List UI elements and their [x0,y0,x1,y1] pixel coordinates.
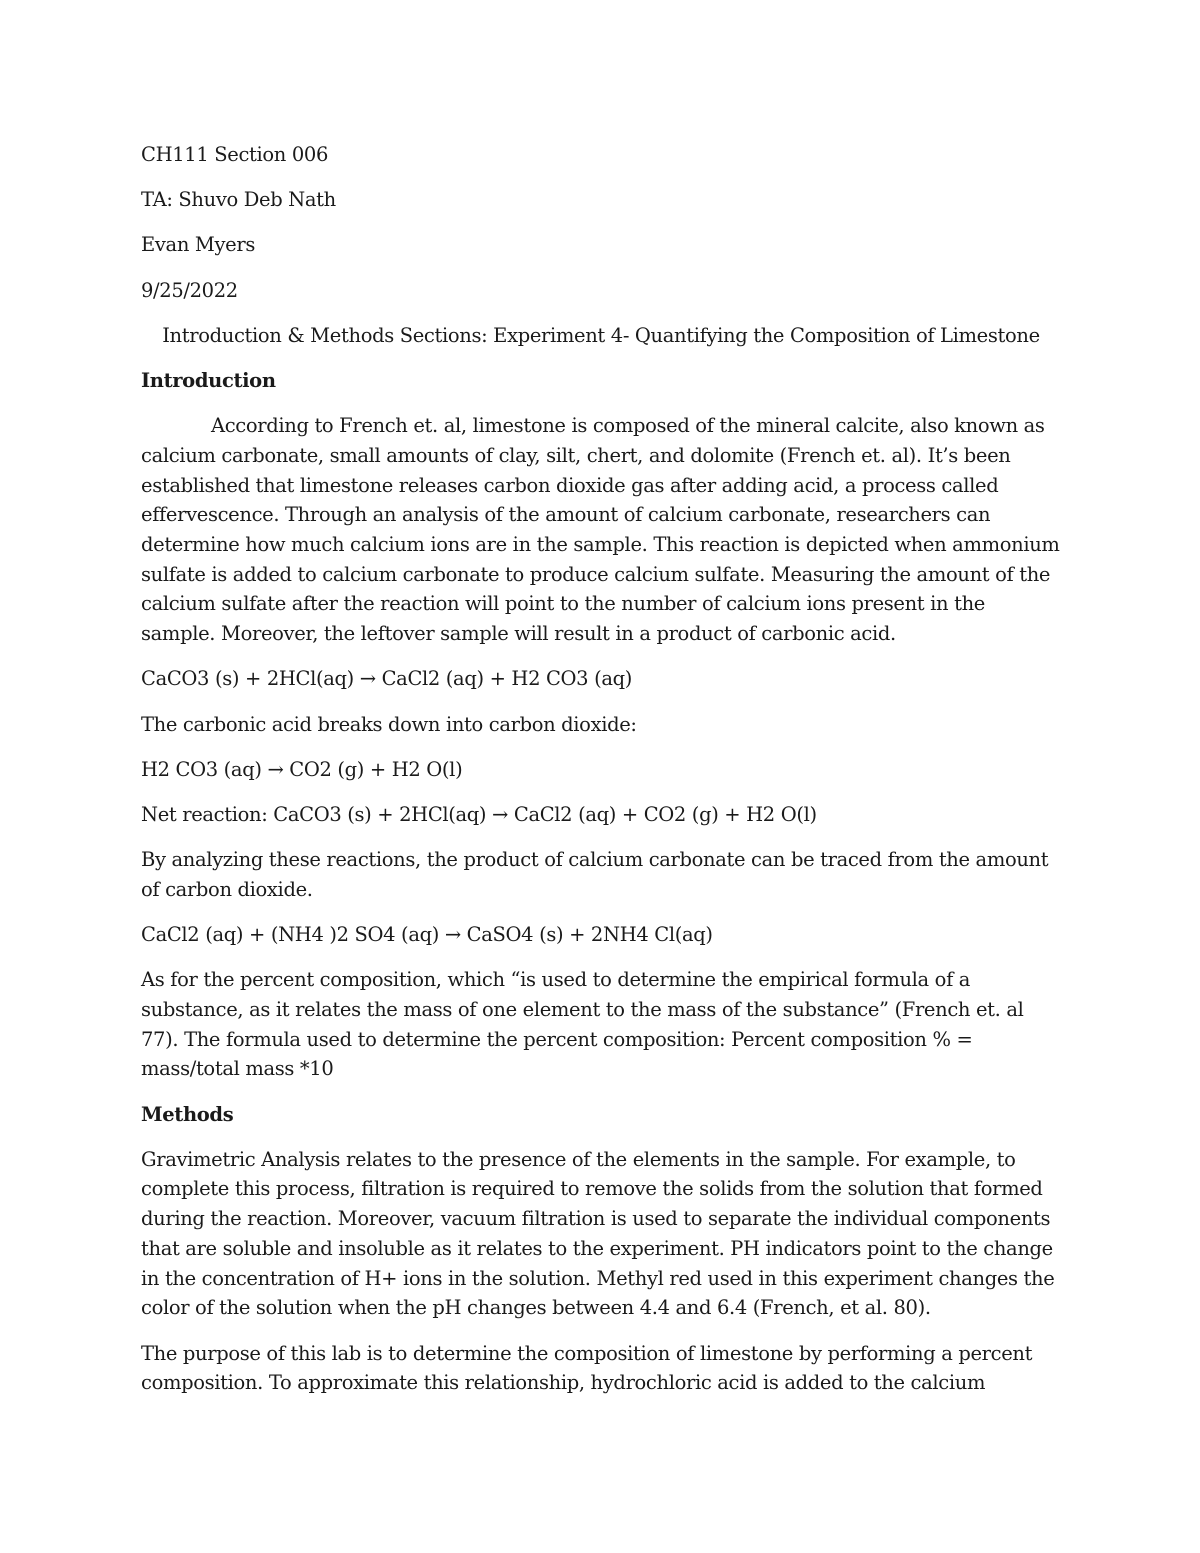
document-page [141,140,1061,1413]
methods-heading: Methods [141,1102,234,1126]
document-title: Introduction & Methods Sections: Experiment 4- Quantifying the Composition of Limestone [162,323,1040,347]
equation-2: H2 CO3 (aq) → CO2 (g) + H2 O(l) [141,757,463,781]
methods-paragraph-2: The purpose of this lab is to determine the composition of limestone by performing a percent composition. To approximate this relationship, hydrochloric acid is added to the calcium [141,1341,1033,1395]
student-name: Evan Myers [141,233,255,257]
introduction-heading: Introduction [141,369,276,393]
course-line: CH111 Section 006 [141,143,329,166]
equation-1: CaCO3 (s) + 2HCl(aq) → CaCl2 (aq) + H2 CO3 (aq) [141,667,633,691]
ta-line: TA: Shuvo Deb Nath [141,188,336,212]
carbonic-acid-line: The carbonic acid breaks down into carbon dioxide: [141,712,637,736]
net-reaction-equation: Net reaction: CaCO3 (s) + 2HCl(aq) → CaCl2 (aq) + CO2 (g) + H2 O(l) [141,802,817,826]
methods-paragraph-1: Gravimetric Analysis relates to the presence of the elements in the sample. For example, to complete this process, filtration is required to remove the solids from the solution that formed during the reaction. Moreover, vacuum filtration is used to separate the individual components that are soluble and insoluble as it relates to the experiment. PH indicators point to the change in the concentration of H+ ions in the solution. Methyl red used in this experiment changes the color of the solution when the pH changes between 4.4 and 6.4 (French, et al. 80). [141,1147,1055,1320]
introduction-paragraph-3: As for the percent composition, which “is used to determine the empirical formula of a substance, as it relates the mass of one element to the mass of the substance” (French et. al 77). The formula used to determine the percent composition: Percent composition % = mass/total mass *10 [141,968,1024,1081]
introduction-paragraph-1: According to French et. al, limestone is composed of the mineral calcite, also known as calcium carbonate, small amounts of clay, silt, chert, and dolomite (French et. al). It’s been established that limestone releases carbon dioxide gas after adding acid, a process called effervescence. Through an analysis of the amount of calcium carbonate, researchers can determine how much calcium ions are in the sample. This reaction is depicted when ammonium sulfate is added to calcium carbonate to produce calcium sulfate. Measuring the amount of the calcium sulfate after the reaction will point to the number of calcium ions present in the sample. Moreover, the leftover sample will result in a product of carbonic acid. [141,414,1060,646]
equation-4: CaCl2 (aq) + (NH4 )2 SO4 (aq) → CaSO4 (s) + 2NH4 Cl(aq) [141,923,713,947]
introduction-paragraph-2: By analyzing these reactions, the product of calcium carbonate can be traced from the amount of carbon dioxide. [141,848,1049,901]
date-line: 9/25/2022 [141,278,238,302]
